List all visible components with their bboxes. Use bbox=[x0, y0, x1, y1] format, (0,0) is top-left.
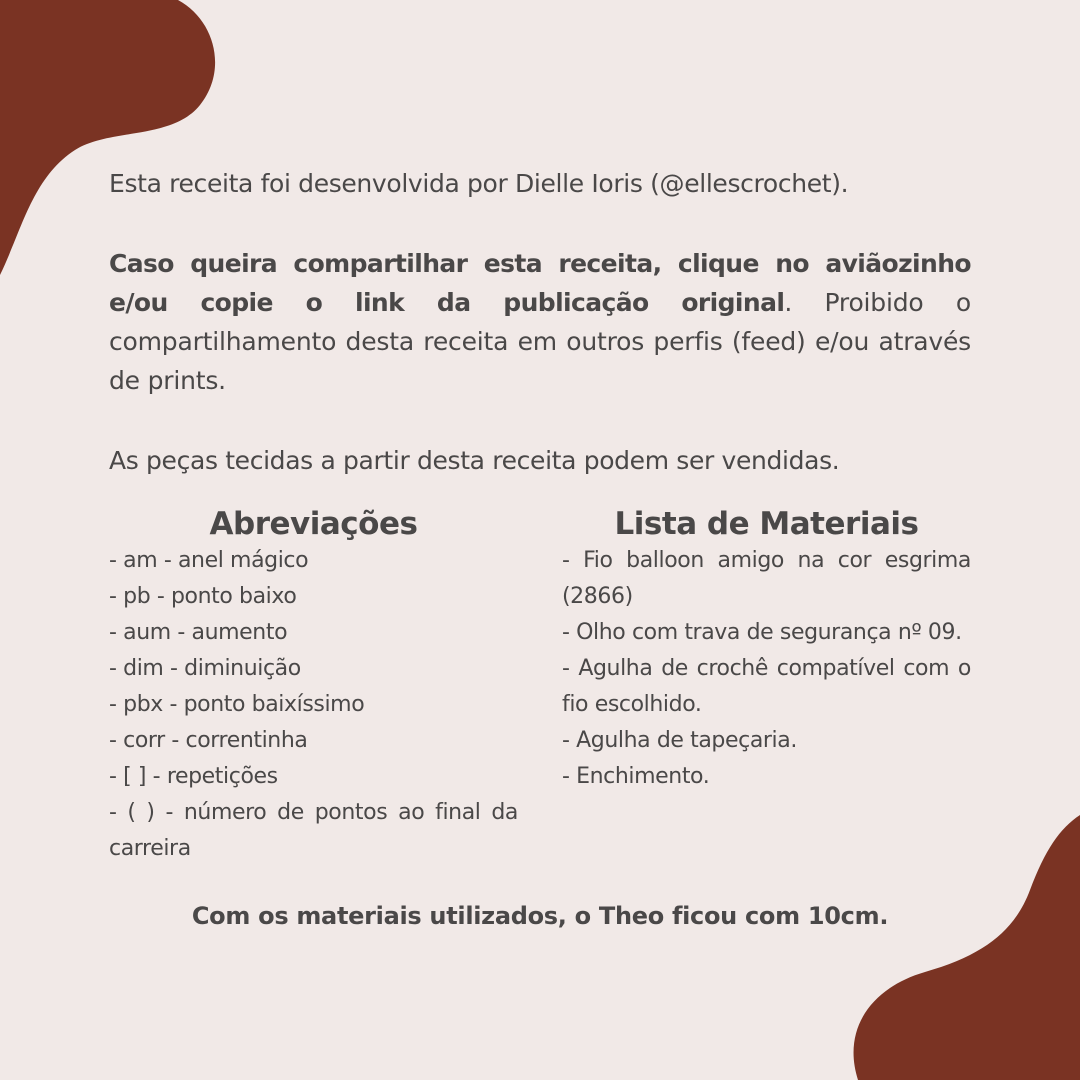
abbreviations-title: Abreviações bbox=[209, 506, 418, 542]
abbreviations-section bbox=[109, 505, 518, 867]
list-item: - pbx - ponto baixíssimo bbox=[109, 692, 365, 717]
share-notice-rest: . Proibido o compartilhamento desta receita em outros perfis (feed) e/ou através de prints. bbox=[109, 288, 971, 395]
list-item: - Olho com trava de segurança nº 09. bbox=[562, 620, 962, 645]
list-item: - aum - aumento bbox=[109, 620, 288, 645]
materials-section bbox=[562, 505, 971, 867]
share-notice bbox=[109, 244, 971, 400]
credit-text: Esta receita foi desenvolvida por Dielle Ioris (@ellescrochet). bbox=[109, 169, 849, 198]
size-note: Com os materiais utilizados, o Theo ficou com 10cm. bbox=[191, 902, 889, 930]
list-item: - [ ] - repetições bbox=[109, 764, 278, 789]
two-column-section bbox=[109, 505, 971, 867]
share-notice-bold: Caso queira compartilhar esta receita, clique no aviãozinho e/ou copie o link da publicação original bbox=[109, 249, 971, 317]
list-item: - Fio balloon amigo na cor esgrima (2866) bbox=[562, 548, 971, 609]
materials-list bbox=[562, 543, 971, 795]
abbreviations-list bbox=[109, 543, 518, 867]
list-item: - pb - ponto baixo bbox=[109, 584, 297, 609]
list-item: - Agulha de crochê compatível com o fio escolhido. bbox=[562, 656, 971, 717]
list-item: - Enchimento. bbox=[562, 764, 710, 789]
list-item: - dim - diminuição bbox=[109, 656, 301, 681]
list-item: - corr - correntinha bbox=[109, 728, 308, 753]
list-item: - Agulha de tapeçaria. bbox=[562, 728, 797, 753]
sale-note: As peças tecidas a partir desta receita podem ser vendidas. bbox=[109, 446, 840, 475]
list-item: - am - anel mágico bbox=[109, 548, 309, 573]
recipe-info bbox=[109, 164, 971, 934]
list-item: - ( ) - número de pontos ao final da carreira bbox=[109, 800, 518, 861]
materials-title: Lista de Materiais bbox=[614, 506, 919, 542]
